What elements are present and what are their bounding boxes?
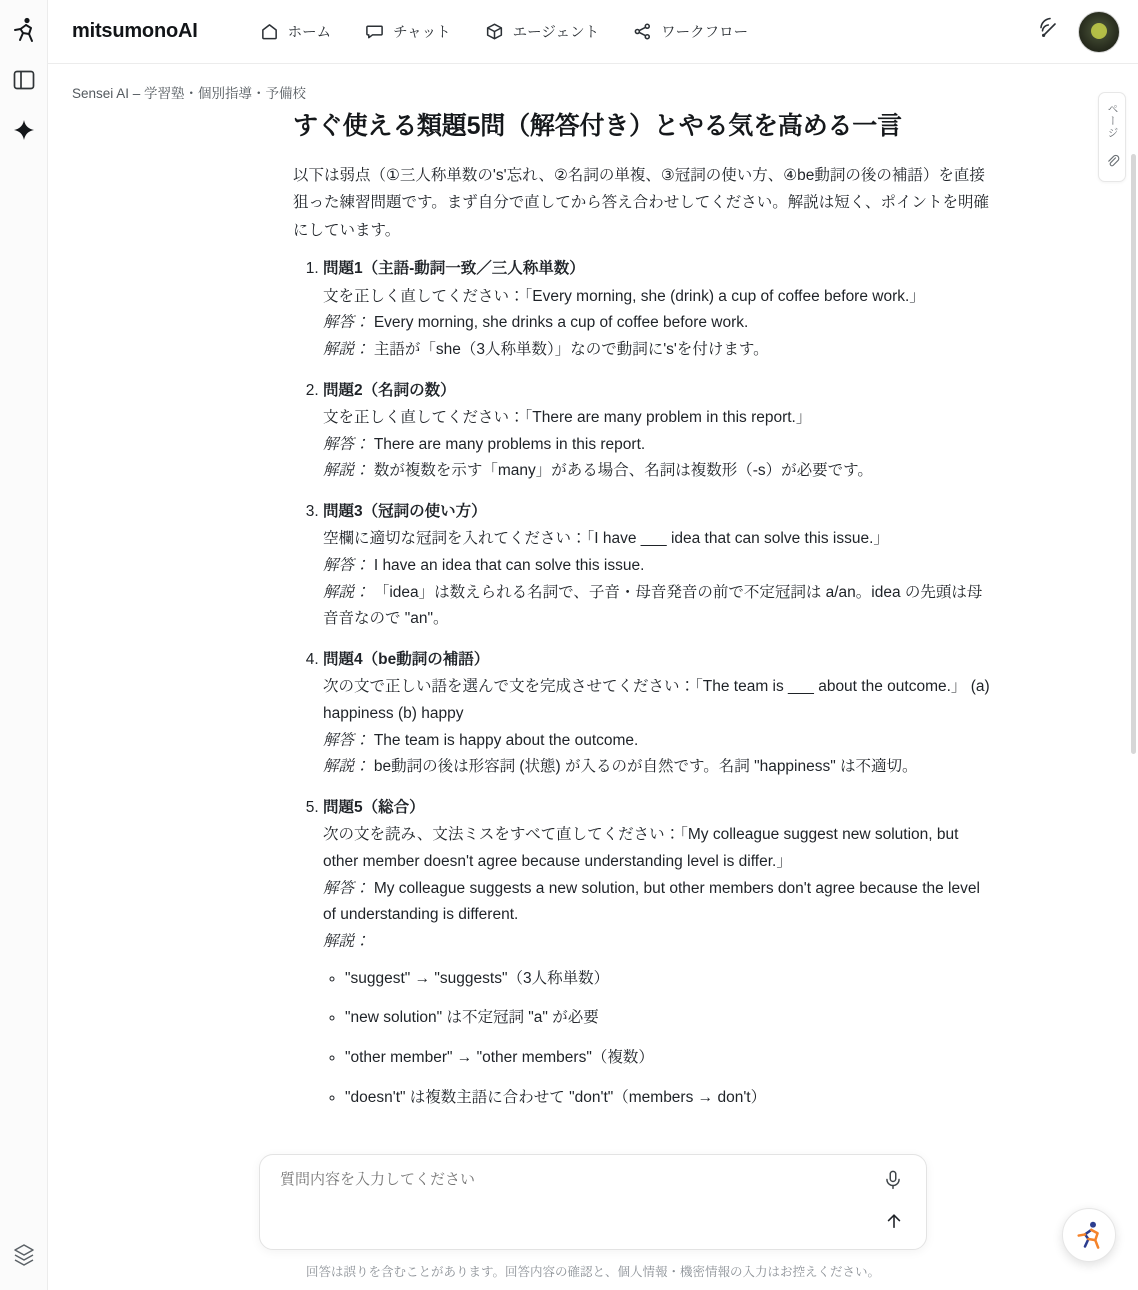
paperclip-icon[interactable] [1105,153,1120,171]
question-heading: 1. 問題1（主語-動詞一致／三人称単数） [323,260,585,278]
explain-label: 解説： [323,462,370,480]
question-answer-row [323,432,993,459]
explain-text: be動詞の後は形容詞 (状態) が入るのが自然です。名詞 "happiness" は不適切。 [373,758,918,776]
question-prompt: 文を正しく直してください：「There are many problem in this report.」 [323,409,812,427]
question-heading: 3. 問題3（冠詞の使い方） [323,503,487,521]
list-item: ◦ "new solution" は不定冠詞 "a" が必要 [345,1005,993,1032]
explain-label: 解説： [323,758,370,776]
question-explain-row [323,754,993,781]
list-item [323,647,993,781]
nav-item-workflow[interactable] [633,21,748,42]
content-area [48,64,1138,1290]
answer-text: The team is happy about the outcome. [373,731,639,749]
list-item: ◦ "suggest" → "suggests"（3人称単数） [345,966,993,993]
chat-icon [365,22,384,41]
logo-runner-icon[interactable] [8,14,40,46]
composer-area [48,1154,1138,1290]
answer-label: 解答： [323,879,370,897]
search-input[interactable] [280,1171,820,1188]
antenna-icon[interactable] [1038,17,1062,46]
document-body [293,110,993,1125]
topbar-right [1038,11,1120,53]
main-column [48,0,1138,1290]
question-heading: 4. 問題4（be動詞の補語） [323,651,490,669]
answer-text: My colleague suggests a new solution, but other members don't agree because the level of understanding is different. [323,879,980,924]
home-icon [260,22,279,41]
explain-label: 解説： [323,583,370,601]
intro-paragraph: 以下は弱点（①三人称単数の's'忘れ、②名詞の単複、③冠詞の使い方、④be動詞の後の補語）を直接狙った練習問題です。まず自分で直してから答え合わせしてください。解説は短く、ポイントを明確にしています。 [293,166,989,239]
page-title: すぐ使える類題5問（解答付き）とやる気を高める一言 [293,112,902,140]
list-item [323,795,993,1111]
nav-label-workflow: ワークフロー [661,25,749,41]
nav-label-chat: チャット [393,25,451,41]
vertical-scrollbar[interactable] [1131,154,1136,754]
sparkle-icon[interactable] [8,114,40,146]
explain-text: 主語が「she（3人称単数）」なので動詞に's'を付けます。 [373,341,769,359]
composer[interactable] [259,1154,927,1250]
nav-item-chat[interactable] [365,21,451,42]
question-prompt: 次の文を読み、文法ミスをすべて直してください：「My colleague suggest new solution, but other member doesn't agree because understanding level is differ.」 [323,826,959,871]
answer-label: 解答： [323,435,370,453]
question-explain-row [323,337,993,364]
side-tools-label: ページ [1106,103,1118,139]
nav-label-agent: エージェント [512,25,600,41]
question-explain-row [323,458,993,485]
list-item: ◦ "other member" → "other members"（複数） [345,1045,993,1072]
workflow-share-icon [633,22,652,41]
main-nav [260,21,749,42]
sidebar-toggle-icon[interactable] [8,64,40,96]
left-rail [0,0,48,1290]
answer-label: 解答： [323,314,370,332]
question-heading: 2. 問題2（名詞の数） [323,381,456,399]
microphone-icon[interactable] [882,1169,906,1193]
top-bar [48,0,1138,64]
list-item [323,499,993,633]
avatar[interactable] [1078,11,1120,53]
question-explain-row [323,929,993,956]
breadcrumb[interactable]: Sensei AI – 学習塾・個別指導・予備校 [72,86,307,101]
rail-apps-icon[interactable] [12,1243,36,1272]
explain-label: 解説： [323,341,370,359]
question-prompt: 次の文で正しい語を選んで文を完成させてください：「The team is ___ about the outcome.」 (a) happiness (b) happy [323,678,990,723]
agent-cube-icon [485,22,504,41]
explain-label: 解説： [323,933,370,951]
question-answer-row [323,310,993,337]
question-answer-row [323,728,993,755]
question-explain-row [323,580,993,633]
explain-bullet-list [323,966,993,1112]
question-prompt: 空欄に適切な冠詞を入れてください：「I have ___ idea that can solve this issue.」 [323,530,889,548]
question-list [293,256,993,1111]
brand-title[interactable]: mitsumonoAI [72,20,198,42]
question-heading: 5. 問題5（総合） [323,799,425,817]
runner-fab-icon[interactable] [1062,1208,1116,1262]
nav-item-agent[interactable] [485,21,599,42]
question-prompt: 文を正しく直してください：「Every morning, she (drink) a cup of coffee before work.」 [323,287,925,305]
answer-label: 解答： [323,557,370,575]
side-tools [1098,92,1126,182]
list-item [323,256,993,363]
nav-label-home: ホーム [287,25,332,41]
nav-item-home[interactable] [260,21,332,42]
list-item: ◦ "doesn't" は複数主語に合わせて "don't"（members → don't） [345,1085,993,1112]
question-answer-row [323,553,993,580]
explain-text: 数が複数を示す「many」がある場合、名詞は複数形（-s）が必要です。 [373,462,873,480]
disclaimer-text: 回答は誤りを含むことがあります。回答内容の確認と、個人情報・機密情報の入力はお控えください。 [305,1265,880,1279]
answer-text: There are many problems in this report. [373,435,646,453]
list-item [323,378,993,485]
explain-text: 「idea」は数えられる名詞で、子音・母音発音の前で不定冠詞は a/an。idea の先頭は母音音なので "an"。 [323,583,983,628]
question-answer-row [323,876,993,929]
send-button[interactable] [878,1205,910,1237]
answer-text: I have an idea that can solve this issue. [373,557,645,575]
answer-text: Every morning, she drinks a cup of coffee before work. [373,314,749,332]
answer-label: 解答： [323,731,370,749]
